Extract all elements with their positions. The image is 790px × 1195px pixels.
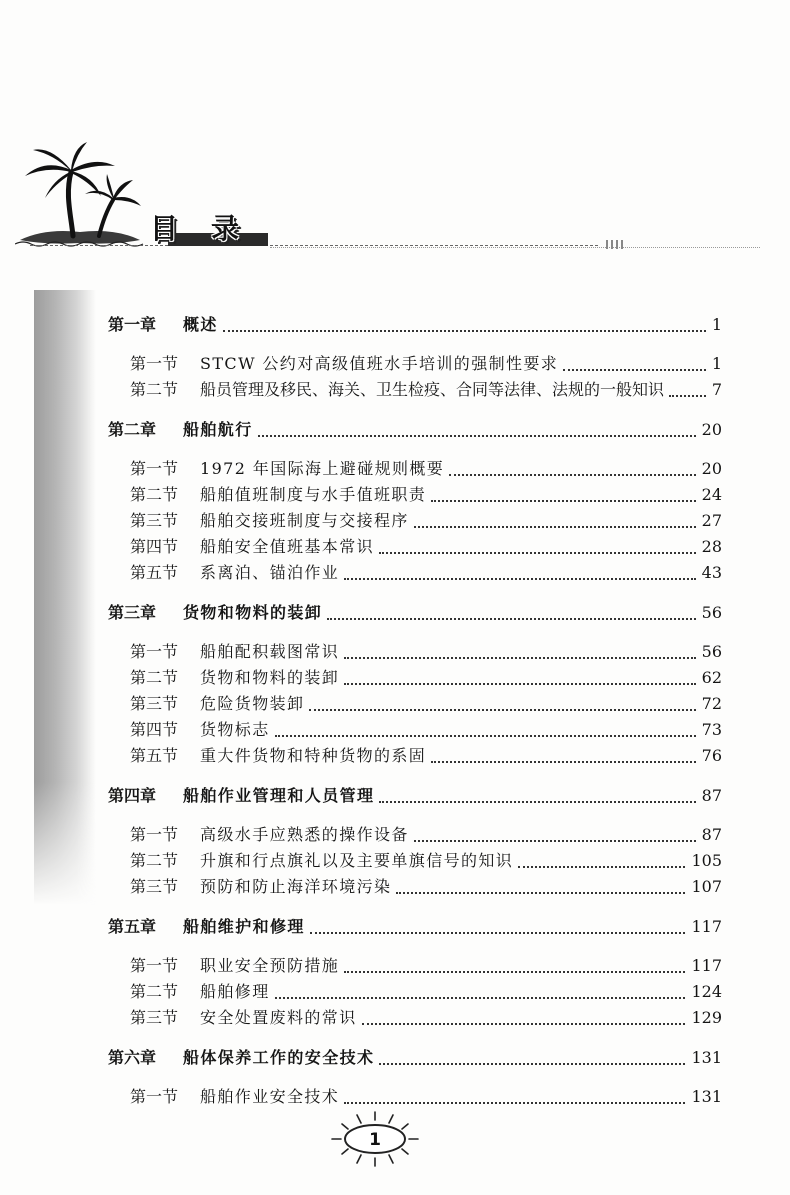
dot-leader [344,971,685,973]
page-reference: 72 [701,694,722,713]
page-reference: 73 [701,720,722,739]
dot-leader [223,330,706,332]
dot-leader [431,761,695,763]
chapter-title: 货物和物料的装卸 [183,603,323,622]
page-reference: 1 [711,354,722,373]
page-reference: 87 [701,825,722,844]
section-title: 船舶作业安全技术 [200,1087,340,1106]
table-of-contents [0,298,722,1110]
page-reference: 20 [701,420,722,439]
section-title: 船舶修理 [200,982,270,1001]
section-label: 第一节 [130,642,179,661]
page-reference: 27 [701,511,722,530]
toc-section-row [0,456,722,482]
dot-leader [275,997,686,999]
toc-section-row [0,743,722,769]
chapter-label: 第六章 [108,1048,157,1067]
page-reference: 28 [701,537,722,556]
dot-leader [344,657,695,659]
section-title: 货物标志 [200,720,270,739]
toc-chapter-row [0,417,722,443]
dot-leader [310,932,686,934]
section-label: 第一节 [130,1087,179,1106]
toc-section-row [0,717,722,743]
section-label: 第五节 [130,746,179,765]
section-title: 船舶安全值班基本常识 [200,537,375,556]
section-label: 第一节 [130,354,179,373]
page-reference: 124 [691,982,722,1001]
section-title: STCW 公约对高级值班水手培训的强制性要求 [200,354,559,373]
toc-section-row [0,560,722,586]
section-title: 危险货物装卸 [200,694,305,713]
section-title: 重大件货物和特种货物的系固 [200,746,427,765]
toc-chapter-row [0,914,722,940]
section-label: 第三节 [130,877,179,896]
toc-section-row [0,979,722,1005]
dot-leader [258,435,696,437]
dot-leader [563,369,706,371]
toc-section-row [0,639,722,665]
header-decoration [606,240,623,249]
section-label: 第二节 [130,982,179,1001]
page-reference: 62 [701,668,722,687]
page-reference: 24 [701,485,722,504]
section-title: 升旗和行点旗礼以及主要单旗信号的知识 [200,851,514,870]
section-label: 第四节 [130,720,179,739]
dot-leader [362,1023,686,1025]
toc-section-row [0,874,722,900]
palm-tree-illustration [15,140,145,250]
section-label: 第二节 [130,380,179,399]
chapter-label: 第二章 [108,420,157,439]
section-title: 船舶交接班制度与交接程序 [200,511,409,530]
section-label: 第二节 [130,851,179,870]
toc-section-row [0,508,722,534]
dot-leader [431,500,695,502]
section-title: 安全处置废料的常识 [200,1008,357,1027]
dot-leader [669,395,706,397]
toc-section-row [0,1005,722,1031]
dot-leader [414,840,696,842]
chapter-label: 第四章 [108,786,157,805]
chapter-title: 船舶航行 [183,420,253,439]
dot-leader [379,552,696,554]
page-number: 1 [369,1130,381,1150]
chapter-label: 第三章 [108,603,157,622]
section-label: 第三节 [130,1008,179,1027]
dot-leader [414,526,696,528]
toc-section-row [0,534,722,560]
page-reference: 131 [691,1048,722,1067]
page-reference: 76 [701,746,722,765]
chapter-title: 船体保养工作的安全技术 [183,1048,375,1067]
dot-leader [379,1063,685,1065]
chapter-label: 第一章 [108,315,157,334]
page-reference: 117 [691,956,722,975]
page-reference: 7 [711,380,722,399]
toc-section-row [0,377,722,403]
dot-leader [518,866,685,868]
section-label: 第三节 [130,694,179,713]
toc-section-row [0,953,722,979]
dot-leader [379,801,695,803]
toc-section-row [0,822,722,848]
toc-section-row [0,665,722,691]
section-title: 职业安全预防措施 [200,956,340,975]
section-title: 船舶值班制度与水手值班职责 [200,485,427,504]
section-label: 第二节 [130,668,179,687]
page-reference: 131 [691,1087,722,1106]
section-label: 第一节 [130,459,179,478]
header-rule-extension [270,247,760,248]
section-title: 船舶配积载图常识 [200,642,340,661]
page-reference: 56 [701,642,722,661]
section-title: 系离泊、锚泊作业 [200,563,340,582]
toc-section-row [0,691,722,717]
section-label: 第四节 [130,537,179,556]
toc-section-row [0,1084,722,1110]
page-number-ornament [330,1110,420,1168]
toc-section-row [0,482,722,508]
section-label: 第一节 [130,825,179,844]
page-reference: 56 [701,603,722,622]
toc-chapter-row [0,312,722,338]
section-label: 第一节 [130,956,179,975]
dot-leader [309,709,695,711]
dot-leader [344,578,695,580]
page-reference: 1 [711,315,722,334]
page-reference: 107 [691,877,722,896]
dot-leader [344,1102,685,1104]
section-title: 高级水手应熟悉的操作设备 [200,825,409,844]
page-reference: 105 [691,851,722,870]
chapter-label: 第五章 [108,917,157,936]
page-reference: 87 [701,786,722,805]
chapter-title: 概述 [183,315,218,334]
page-title: 目录 [150,212,273,245]
page-reference: 117 [691,917,722,936]
page-reference: 129 [691,1008,722,1027]
toc-chapter-row [0,600,722,626]
toc-chapter-row [0,1045,722,1071]
section-title: 船员管理及移民、海关、卫生检疫、合同等法律、法规的一般知识 [200,380,665,399]
chapter-title: 船舶维护和修理 [183,917,305,936]
dot-leader [275,735,696,737]
page-reference: 43 [701,563,722,582]
dot-leader [327,618,695,620]
toc-chapter-row [0,783,722,809]
dot-leader [449,474,695,476]
section-label: 第三节 [130,511,179,530]
section-label: 第五节 [130,563,179,582]
dot-leader [344,683,695,685]
toc-section-row [0,848,722,874]
toc-section-row [0,351,722,377]
page-reference: 20 [701,459,722,478]
chapter-title: 船舶作业管理和人员管理 [183,786,375,805]
section-title: 货物和物料的装卸 [200,668,340,687]
dot-leader [396,892,685,894]
section-title: 1972 年国际海上避碰规则概要 [200,459,445,478]
section-title: 预防和防止海洋环境污染 [200,877,392,896]
header-rule [30,245,598,246]
section-label: 第二节 [130,485,179,504]
